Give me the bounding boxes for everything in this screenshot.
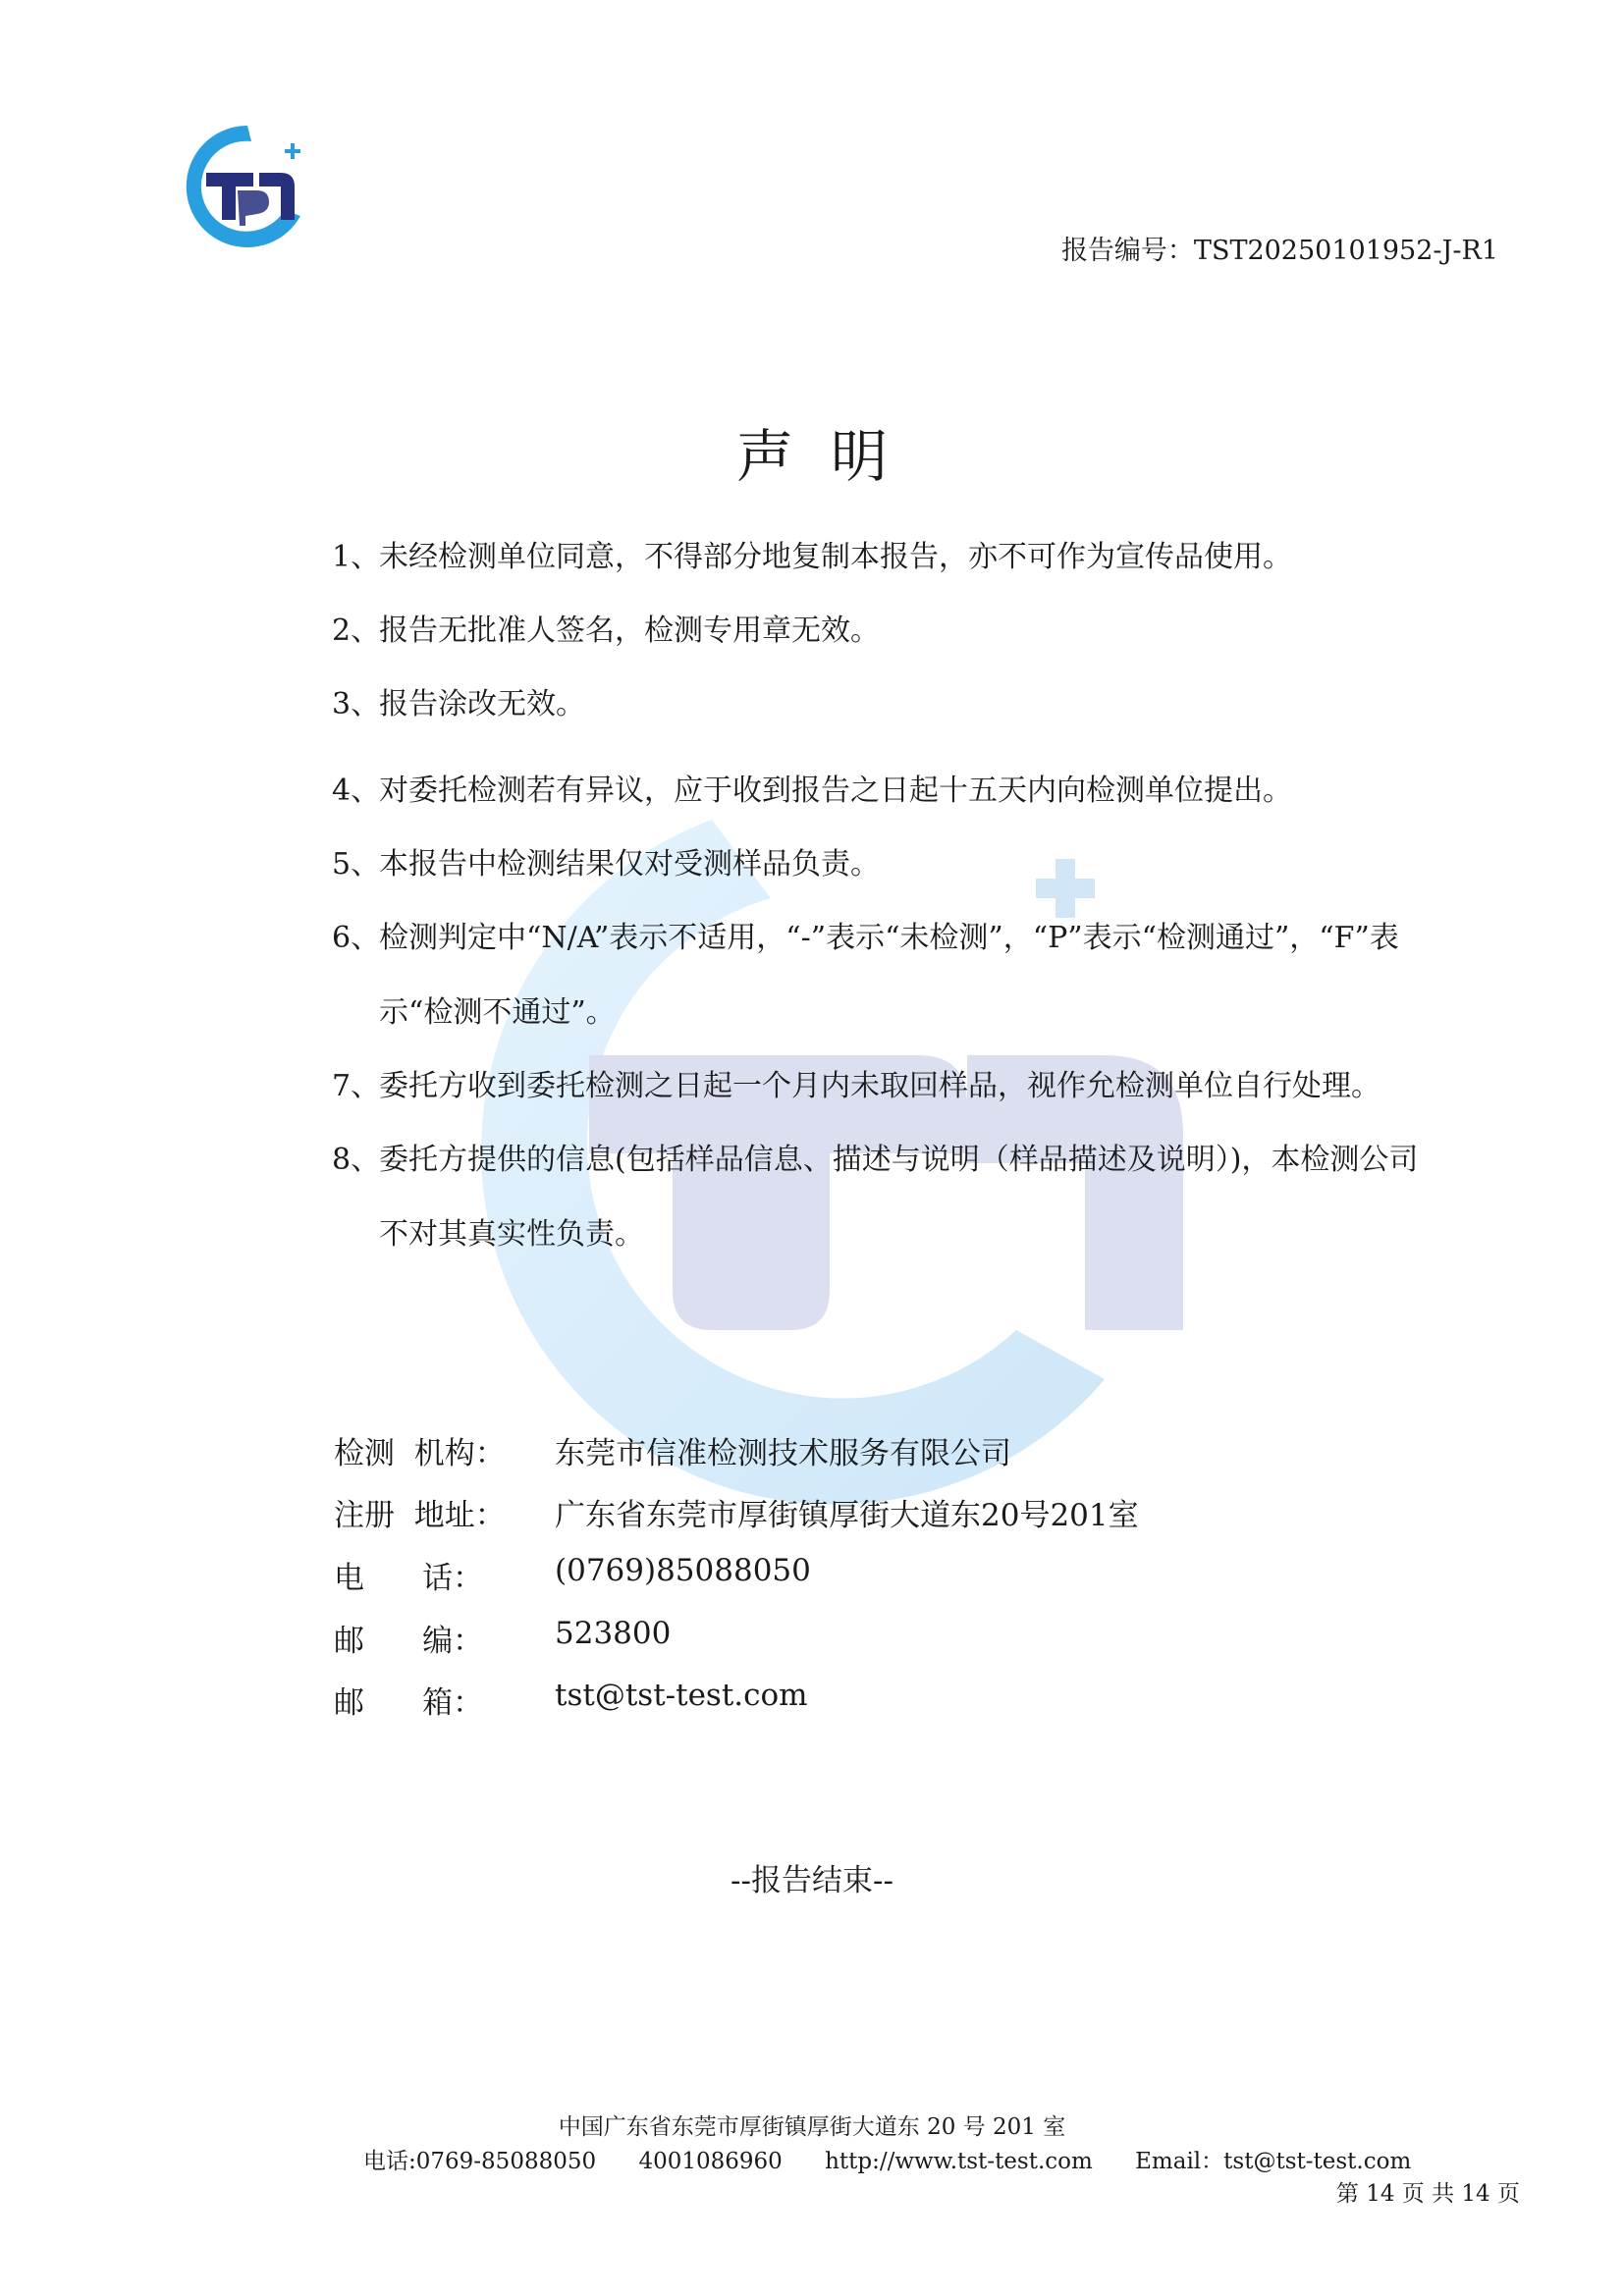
footer-phone: 电话:0769-85088050 [363,2149,597,2174]
clause-number: 3、 [332,687,381,721]
page-title: 声明 [735,423,925,490]
clause-number: 5、 [332,847,381,881]
clause-1 [332,520,1441,595]
clause-number: 7、 [332,1069,381,1103]
clause-text: 报告无批准人签名，检测专用章无效。 [379,614,880,648]
contact-value: (0769)85088050 [555,1553,811,1588]
clause-7 [332,1049,1441,1124]
clause-text: 本报告中检测结果仅对受测样品负责。 [379,847,880,881]
contact-value: 523800 [555,1616,672,1651]
clause-4 [332,754,1441,828]
contact-value: 东莞市信准检测技术服务有限公司 [555,1436,1011,1471]
clause-text: 检测判定中“N/A”表示不适用，“-”表示“未检测”，“P”表示“检测通过”，“F”表示“检测不通过”。 [379,921,1399,1030]
clause-3 [332,667,1441,742]
page-number: 第 14 页 共 14 页 [1335,2181,1520,2207]
clause-text: 对委托检测若有异议，应于收到报告之日起十五天内向检测单位提出。 [379,774,1292,808]
clause-text: 委托方提供的信息(包括样品信息、描述与说明（样品描述及说明）)，本检测公司不对其真实性负责。 [379,1143,1419,1252]
footer-address: 中国广东省东莞市厚街镇厚街大道东 20 号 201 室 [558,2114,1066,2140]
contact-label: 注册 地址： [334,1498,506,1533]
clause-2 [332,594,1441,668]
clause-text: 委托方收到委托检测之日起一个月内未取回样品，视作允检测单位自行处理。 [379,1069,1380,1103]
report-number: 报告编号：TST20250101952-J-R1 [1060,236,1498,266]
contact-label: 邮 箱： [334,1685,484,1721]
clause-number: 2、 [332,614,381,648]
contact-label: 邮 编： [334,1624,484,1659]
footer-website[interactable]: http://www.tst-test.com [825,2149,1093,2174]
clause-number: 4、 [332,774,381,808]
contact-value: 广东省东莞市厚街镇厚街大道东20号201室 [555,1498,1139,1533]
contact-value: tst@tst-test.com [555,1678,808,1713]
clause-5 [332,828,1441,902]
contact-label: 电 话： [334,1561,484,1596]
clause-6 [332,901,1441,1050]
clause-text: 报告涂改无效。 [379,687,585,721]
clause-number: 1、 [332,540,381,574]
contact-label: 检测 机构： [334,1436,506,1471]
footer-contacts [363,2143,1446,2175]
footer-hotline: 4001086960 [638,2149,783,2174]
clause-text: 未经检测单位同意，不得部分地复制本报告，亦不可作为宣传品使用。 [379,540,1292,574]
footer-email[interactable]: Email：tst@tst-test.com [1135,2149,1412,2174]
report-end-mark: --报告结束-- [731,1863,893,1898]
clause-number: 6、 [332,921,381,955]
clause-8 [332,1123,1441,1272]
clause-number: 8、 [332,1143,381,1177]
tst-logo [179,122,306,253]
